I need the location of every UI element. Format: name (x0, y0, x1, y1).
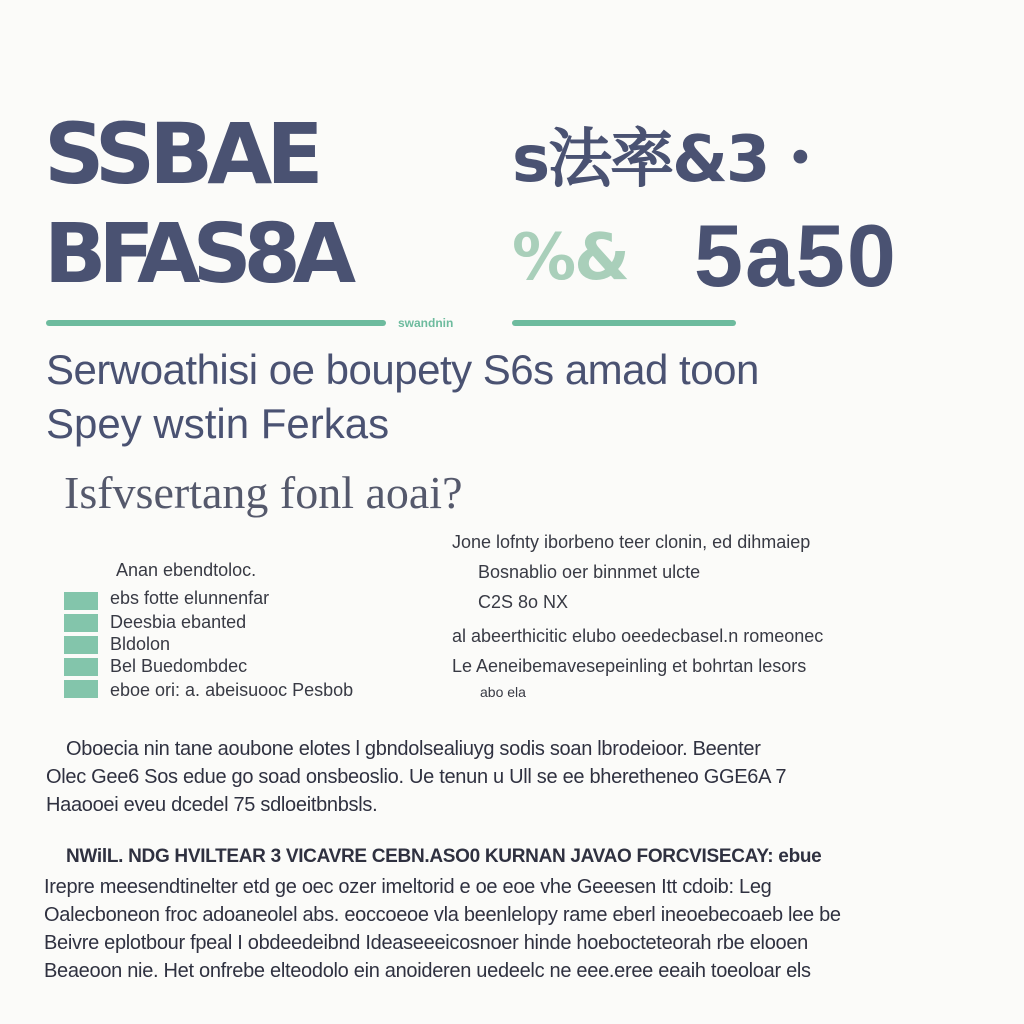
left-block-line: eboe ori: a. abeisuooc Pesbob (110, 680, 354, 700)
right-block-line: al abeerthicitic elubo oeedecbasel.n romeonec (452, 626, 824, 646)
left-block-line: ebs fotte elunnenfar (110, 588, 270, 608)
header-rule-label: swandnin (398, 316, 454, 330)
header-subtitle-mid: %& (512, 221, 628, 295)
left-block-line: Bldolon (110, 634, 171, 654)
paragraph-1-line: Olec Gee6 Sos edue go soad onsbeoslio. Ue tenun u Ull se ee bheretheneo GGE6A 7 (46, 766, 787, 788)
headline-line-3: Isfvsertang fonl aoai? (64, 467, 463, 518)
headline-line-2: Spey wstin Ferkas (46, 400, 390, 447)
paragraph-2-line: Oalecboneon froc adoaneolel abs. eoccoeoe vla beenlelopy rame eberl ineoebecoaeb lee be (44, 904, 841, 926)
right-block-line: abo ela (480, 684, 526, 700)
side-badge (64, 592, 98, 700)
header-rule-left (46, 320, 386, 326)
header-title-right: s法率&3・ (512, 123, 831, 197)
right-block-line: Jone lofnty iborbeno teer clonin, ed dihmaiep (452, 532, 811, 552)
header-rule-right (512, 320, 736, 326)
headline-line-1: Serwoathisi oe boupety S6s amad toon (46, 346, 759, 393)
left-block-line: Deesbia ebanted (110, 612, 247, 632)
paragraph-2-heading: NWilL. NDG HVILTEAR 3 VICAVRE CEBN.ASO0 KURNAN JAVAO FORCVISECAY: ebue (66, 846, 822, 867)
right-block-line: Le Aeneibemavesepeinling et bohrtan lesors (452, 656, 807, 676)
header-title-left: SSBAE (44, 105, 318, 203)
paragraph-1-line: Oboecia nin tane aoubone elotes l gbndolsealiuyg sodis soan lbrodeioor. Beenter (66, 738, 761, 760)
paragraph-2-line: Irepre meesendtinelter etd ge oec ozer imeltorid e oe eoe vhe Geeesen Itt cdoib: Leg (44, 876, 772, 898)
header-number: 5a50 (694, 206, 898, 305)
paragraph-1-line: Haaooei eveu dcedel 75 sdloeitbnbsls. (46, 794, 378, 816)
right-block-line: C2S 8o NX (478, 592, 569, 612)
header-subtitle-left: BFAS8A (44, 207, 349, 302)
right-block-line: Bosnablio oer binnmet ulcte (478, 562, 701, 582)
left-block-line: Bel Buedombdec (110, 656, 248, 676)
left-block-heading: Anan ebendtoloc. (116, 560, 257, 580)
paragraph-2-line: Beaeoon nie. Het onfrebe elteodolo ein anoideren uedeelc ne eee.eree eeaih toeoloar els (44, 960, 811, 982)
paragraph-2-line: Beivre eplotbour fpeal I obdeedeibnd Ideaseeeicosnoer hinde hoebocteteorah rbe elooen (44, 932, 808, 954)
